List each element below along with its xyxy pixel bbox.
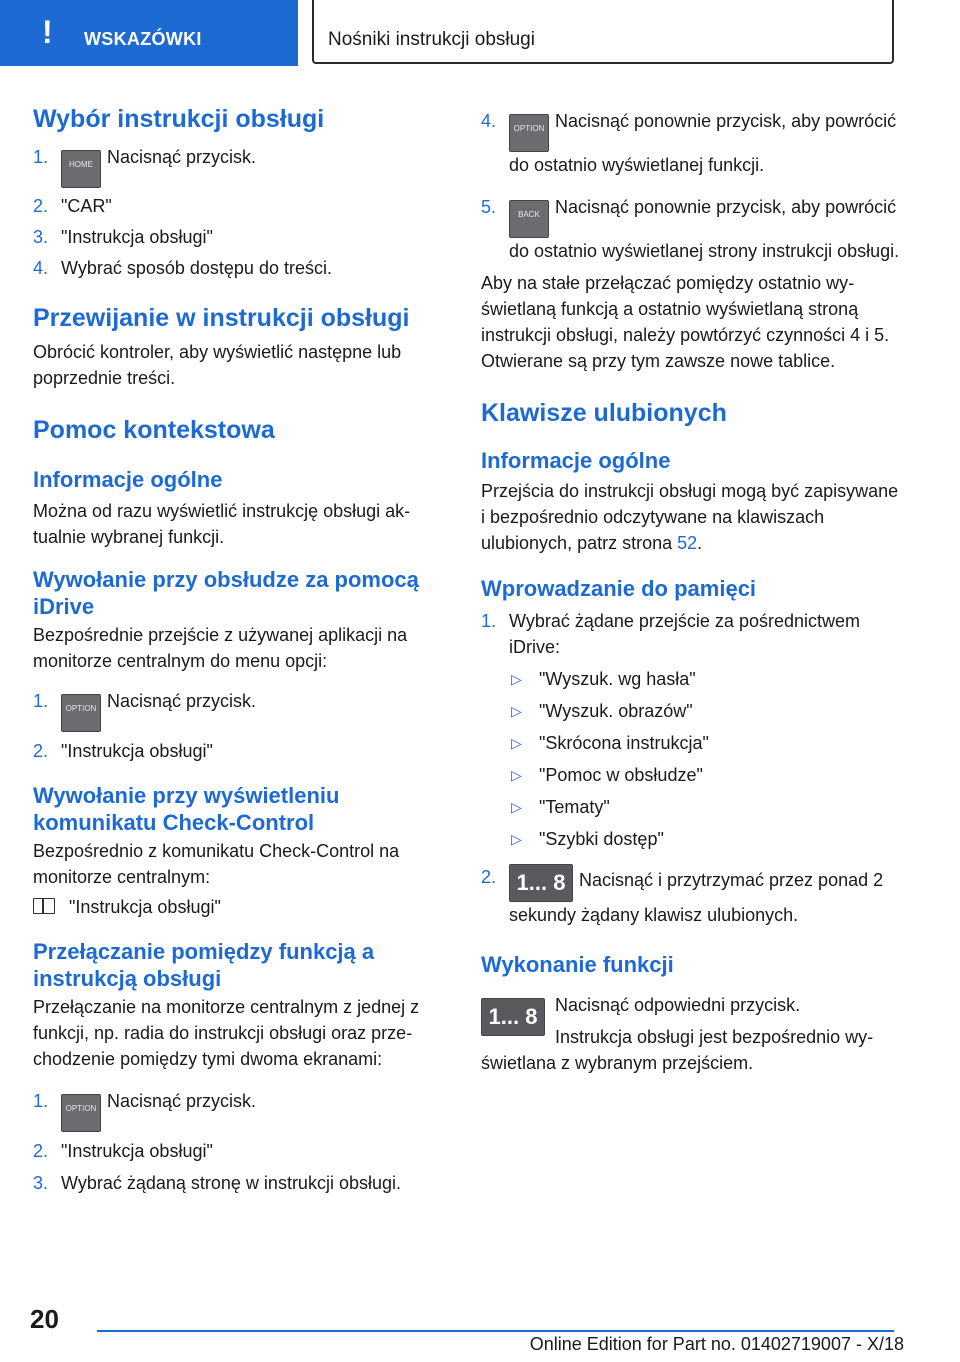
favorites-button-icon: 1... 8 <box>481 998 545 1036</box>
header-tab <box>0 0 298 66</box>
footer-rule <box>97 1330 894 1332</box>
list-item: ▷ "Skrócona instrukcja" <box>481 730 901 756</box>
section-title: Pomoc kontekstowa <box>33 416 275 444</box>
book-icon <box>33 898 55 914</box>
list-item: ▷ "Wyszuk. obrazów" <box>481 698 901 724</box>
right-column <box>481 108 901 1076</box>
triangle-icon: ▷ <box>511 767 522 783</box>
favorites-button-icon: 1... 8 <box>509 864 573 902</box>
paragraph: Bezpośrednie przejście z używanej aplikacji na monitorze centralnym do menu opcji: <box>33 625 408 671</box>
paragraph: Przejścia do instrukcji obsługi mogą być zapisywane i bezpośrednio odczytywane na klawiszach ulubionych, patrz strona 52. <box>481 481 899 553</box>
subsection-title: Wywołanie przy obsłudze za pomocą iDrive <box>33 567 419 619</box>
paragraph: Przełączanie na monitorze centralnym z jednej z funkcji, np. radia do instrukcji obsługi oraz przechodzenie pomiędzy tymi dwoma ekranami: <box>33 997 420 1069</box>
paragraph: Aby na stałe przełączać pomiędzy ostatnio wyświetlaną funkcją a ostatnio wyświetlaną stroną instrukcji obsługi, należy powtórzyć czynności 4 i 5. Otwierane są przy tym zawsze nowe tablice. <box>481 273 890 371</box>
triangle-icon: ▷ <box>511 831 522 847</box>
list-item: ▷ "Pomoc w obsłudze" <box>481 762 901 788</box>
list-item: 1. HOME Nacisnąć przycisk. <box>33 144 453 188</box>
triangle-icon: ▷ <box>511 735 522 751</box>
list-item: 2. "Instrukcja obsługi" <box>33 741 213 761</box>
back-button-icon: BACK <box>509 200 549 238</box>
triangle-icon: ▷ <box>511 799 522 815</box>
favorites-block: 1... 8 Nacisnąć odpowiedni przycisk. Instrukcja obsługi jest bezpośrednio wyświetlana z wybranym przejściem. <box>481 995 874 1073</box>
section-title: Przewijanie w instrukcji obsługi <box>33 304 410 332</box>
option-button-icon: OPTION <box>61 694 101 732</box>
header-title: Nośniki instrukcji obsługi <box>328 29 535 50</box>
home-button-icon: HOME <box>61 150 101 188</box>
subsection-title: Informacje ogólne <box>481 448 671 473</box>
option-button-icon: OPTION <box>61 1094 101 1132</box>
section-title: Klawisze ulubionych <box>481 399 727 427</box>
subsection-title: Wywołanie przy wyświetleniu komunikatu Check-Control <box>33 783 340 835</box>
page-link[interactable]: 52 <box>677 533 698 553</box>
paragraph: Można od razu wyświetlić instrukcję obsługi aktualnie wybranej funkcji. <box>33 501 411 547</box>
list-item: 4. OPTION Nacisnąć ponownie przycisk, aby powrócić do ostatnio wyświetlanej funkcji. <box>481 111 897 175</box>
paragraph: Bezpośrednio z komunikatu Check-Control na monitorze centralnym: <box>33 841 400 887</box>
list-item: ▷ "Szybki dostęp" <box>481 826 901 852</box>
option-button-icon: OPTION <box>509 114 549 152</box>
page-number: 20 <box>30 1304 59 1334</box>
header-title-box <box>312 0 894 64</box>
manual-reference: "Instrukcja obsługi" <box>33 894 453 920</box>
subsection-title: Przełączanie pomiędzy funkcją a instrukcją obsługi <box>33 939 375 991</box>
list-item: 2. "CAR" <box>33 196 112 216</box>
list-item: 2. "Instrukcja obsługi" <box>33 1141 213 1161</box>
list-item: ▷ "Wyszuk. wg hasła" <box>481 666 901 692</box>
list-item: 1. Wybrać żądane przejście za pośrednictwem iDrive: <box>481 611 860 657</box>
list-item: 2. 1... 8 Nacisnąć i przytrzymać przez ponad 2 sekundy żądany klawisz ulubionych. <box>481 864 901 928</box>
paragraph: Obrócić kontroler, aby wyświetlić następne lub poprzednie treści. <box>33 342 402 388</box>
edition-text: Online Edition for Part no. 01402719007 - X/18 <box>529 1334 904 1354</box>
list-item: 1. OPTION Nacisnąć przycisk. <box>33 688 453 732</box>
list-item: ▷ "Tematy" <box>481 794 901 820</box>
subsection-title: Wprowadzanie do pamięci <box>481 576 757 601</box>
list-item: 4. Wybrać sposób dostępu do treści. <box>33 258 332 278</box>
list-item: 3. "Instrukcja obsługi" <box>33 227 213 247</box>
list-item: 3. Wybrać żądaną stronę w instrukcji obsługi. <box>33 1173 401 1193</box>
list-item: 5. BACK Nacisnąć ponownie przycisk, aby powrócić do ostatnio wyświetlanej strony instrukcji obsługi. <box>481 197 900 261</box>
subsection-title: Wykonanie funkcji <box>481 952 674 977</box>
left-column <box>33 100 453 1196</box>
triangle-icon: ▷ <box>511 671 522 687</box>
exclamation-icon: ! <box>42 14 53 50</box>
option-list <box>481 666 901 852</box>
subsection-title: Informacje ogólne <box>33 467 223 492</box>
section-title: Wybór instrukcji obsługi <box>33 105 325 133</box>
list-item: 1. OPTION Nacisnąć przycisk. <box>33 1088 453 1132</box>
triangle-icon: ▷ <box>511 703 522 719</box>
header-tab-label: WSKAZÓWKI <box>84 29 202 49</box>
